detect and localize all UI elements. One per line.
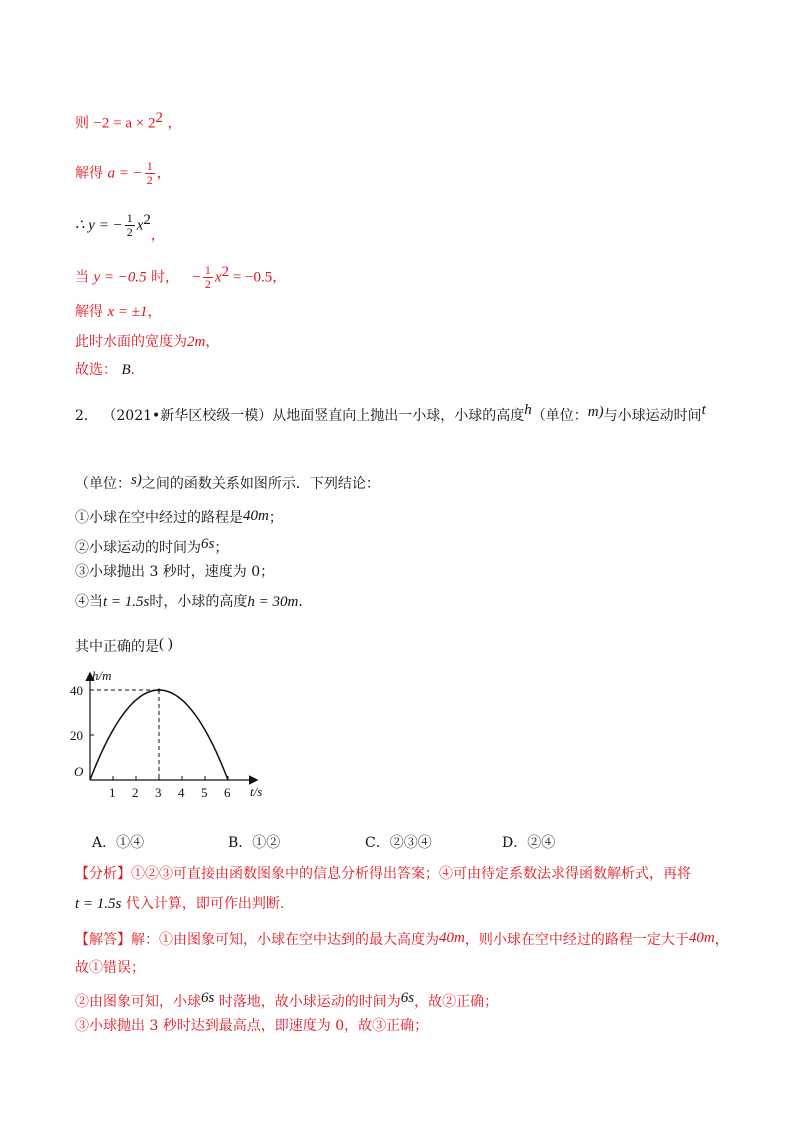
numerator: 1 [126, 211, 133, 226]
analysis-line-2 [75, 894, 284, 914]
option-text: ②③④ [389, 835, 432, 851]
conclusion-1 [75, 506, 283, 528]
y-tick-label: 20 [70, 728, 83, 743]
function-graph [68, 668, 278, 808]
answer-letter: B [121, 362, 131, 378]
question-number: 2． [75, 408, 98, 424]
answer-blank: ( ) [159, 636, 173, 652]
variable: x [136, 217, 144, 234]
answer-text: ②由图象可知，小球 [75, 994, 201, 1010]
fraction [203, 264, 213, 291]
option-d[interactable] [502, 832, 555, 852]
equation: −2 = a × 2 [93, 115, 156, 132]
equation: a = − [107, 165, 143, 182]
value: 6s [201, 990, 215, 1006]
punct: ． [298, 594, 313, 610]
question-stem-cont [75, 470, 380, 494]
text: 时， [151, 269, 180, 286]
exponent: 2 [143, 212, 151, 228]
analysis-tag: 【分析】 [75, 866, 131, 882]
option-letter: C． [365, 835, 390, 851]
value: 40m [439, 930, 465, 946]
answer-text: 故①错误； [75, 960, 145, 976]
answer-line-2 [75, 958, 145, 978]
option-text: ①② [252, 835, 281, 851]
answer-text: ，故②正确； [414, 994, 499, 1010]
denominator: 2 [204, 277, 211, 292]
text: 解得 [75, 165, 103, 182]
punct: ； [214, 540, 229, 556]
value: 40m [243, 508, 269, 524]
minus: − [192, 269, 201, 286]
analysis-text: 代入计算，即可作出判断. [121, 896, 285, 912]
condition: y = −0.5 [93, 269, 147, 286]
option-letter: D． [502, 835, 528, 851]
question-stem [75, 400, 706, 426]
answer-options [0, 832, 800, 854]
answer-tag: 【解答】 [75, 932, 131, 948]
value: 40m [688, 930, 715, 946]
text: 当 [75, 269, 89, 286]
solution-line-3 [75, 210, 165, 246]
value: 6s [400, 990, 415, 1006]
value: h = 30m [247, 594, 299, 610]
x-axis-label: t/s [250, 784, 263, 799]
answer-line-3 [75, 988, 498, 1012]
unit: s) [131, 472, 142, 488]
punct: ， [156, 165, 171, 182]
x-tick-label: 4 [178, 785, 185, 800]
analysis-text: ①②③可直接由函数图象中的信息分析得出答案；④可由待定系数法求得函数解析式，再将 [131, 866, 691, 882]
option-a[interactable] [92, 832, 144, 852]
numerator: 1 [204, 263, 211, 278]
text: （单位： [75, 476, 131, 492]
value: 6s [201, 536, 215, 552]
punct: ， [272, 269, 287, 286]
punct: ， [714, 932, 729, 948]
text: 其中正确的是 [75, 639, 159, 655]
text: 故选： [75, 362, 117, 378]
numerator: 1 [146, 159, 153, 173]
solution-line-5 [75, 302, 161, 322]
variable: t [701, 402, 706, 418]
punct: ， [167, 115, 182, 132]
y-axis-label: h/m [92, 668, 112, 683]
text: 时，小球的高度 [149, 594, 248, 610]
origin-label: O [74, 764, 84, 779]
solution-line-4 [75, 262, 286, 291]
question-source: （2021•新华区校级一模） [102, 408, 273, 424]
y-tick-label: 40 [70, 683, 83, 698]
x-tick-label: 1 [109, 785, 116, 800]
text: 从地面竖直向上抛出一小球，小球的高度 [272, 408, 525, 424]
equation: x = ±1 [107, 304, 148, 320]
punct: ， [205, 334, 220, 350]
variable: h [524, 402, 532, 418]
equation: = −0.5 [229, 269, 273, 286]
text: （单位： [531, 408, 588, 424]
solution-line-6 [75, 332, 219, 352]
answer-line-1 [75, 928, 729, 950]
punct: ； [268, 510, 283, 526]
exponent: 2 [155, 110, 163, 126]
question-ask [75, 634, 173, 657]
option-b[interactable] [228, 832, 280, 852]
text: 则 [75, 115, 89, 132]
value: t = 1.5s [103, 594, 150, 610]
answer-text: ，则小球在空中经过的路程一定大于 [464, 932, 689, 948]
option-text: ①④ [116, 835, 145, 851]
conclusion-2 [75, 534, 228, 558]
x-tick-label: 5 [201, 785, 208, 800]
text: ①小球在空中经过的路程是 [75, 510, 243, 526]
option-c[interactable] [365, 832, 432, 852]
option-letter: B． [228, 835, 253, 851]
variable: x [214, 269, 222, 286]
text: ②小球运动的时间为 [75, 540, 201, 556]
equation: 2m [187, 334, 206, 350]
text: 此时水面的宽度为 [75, 334, 187, 350]
fraction [145, 160, 155, 187]
answer-text: ③小球抛出 3 秒时达到最高点，即速度为 0，故③正确； [75, 1018, 429, 1034]
conclusion-4 [75, 592, 312, 612]
unit: m) [587, 404, 604, 420]
x-tick-label: 6 [224, 785, 231, 800]
x-tick-label: 3 [155, 785, 162, 800]
punct: ． [130, 362, 145, 378]
text: 与小球运动时间 [603, 408, 702, 424]
text: ③小球抛出 3 秒时，速度为 0； [75, 564, 275, 580]
denominator: 2 [146, 173, 153, 187]
text: 解得 [75, 304, 103, 320]
denominator: 2 [126, 225, 133, 240]
answer-line-4 [75, 1016, 428, 1036]
exponent: 2 [221, 264, 230, 280]
equation: ∴ y = − [75, 217, 123, 234]
solution-line-7 [75, 360, 145, 380]
solution-line-2 [75, 160, 171, 187]
text: 之间的函数关系如图所示．下列结论： [141, 476, 380, 492]
answer-text: 时落地，故小球运动的时间为 [214, 994, 401, 1010]
conclusion-3 [75, 562, 274, 582]
text: ④当 [75, 594, 103, 610]
x-tick-label: 2 [132, 785, 139, 800]
fraction [125, 212, 135, 239]
answer-text: 解：①由图象可知，小球在空中达到的最大高度为 [131, 932, 439, 948]
punct: ， [150, 227, 165, 244]
solution-line-1 [75, 108, 181, 134]
analysis-line-1 [75, 864, 691, 884]
option-text: ②④ [527, 835, 556, 851]
value: t = 1.5s [75, 896, 122, 912]
punct: ， [147, 304, 162, 320]
option-letter: A． [92, 835, 117, 851]
